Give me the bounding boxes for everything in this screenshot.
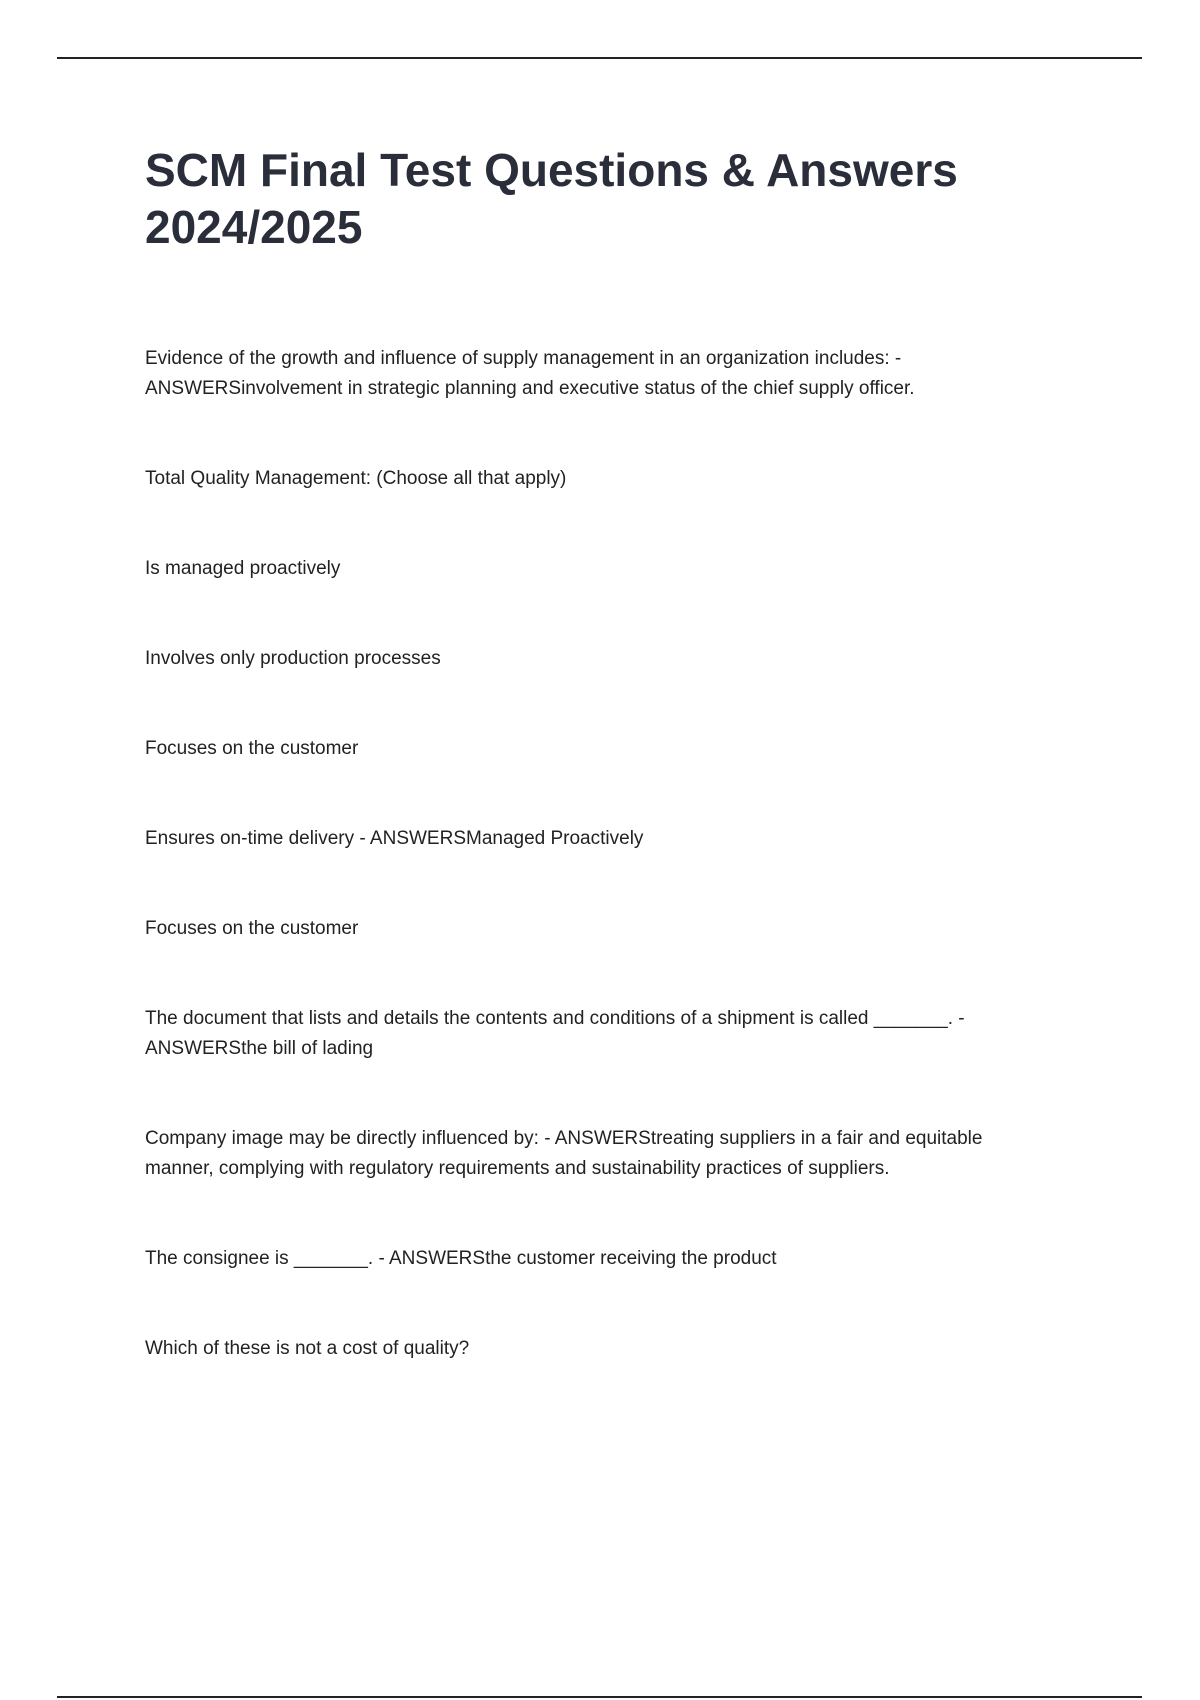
page-title: SCM Final Test Questions & Answers 2024/2025 bbox=[145, 144, 958, 253]
qa-paragraph-9: Company image may be directly influenced by: - ANSWERStreating suppliers in a fair and equitable manner, complying with regulatory requirements and sustainability practices of suppliers. bbox=[145, 1128, 983, 1179]
qa-paragraph-1: Evidence of the growth and influence of supply management in an organization includes: - ANSWERSinvolvement in strategic planning and executive status of the chief supply officer. bbox=[145, 348, 915, 399]
qa-paragraph-8: The document that lists and details the contents and conditions of a shipment is called _______. - ANSWERSthe bill of lading bbox=[145, 1008, 965, 1059]
qa-paragraph-6: Ensures on-time delivery - ANSWERSManaged Proactively bbox=[145, 828, 644, 849]
qa-paragraph-7: Focuses on the customer bbox=[145, 918, 359, 939]
qa-paragraph-11: Which of these is not a cost of quality? bbox=[145, 1338, 470, 1359]
document-body bbox=[145, 344, 1045, 1424]
qa-paragraph-4: Involves only production processes bbox=[145, 648, 441, 669]
qa-paragraph-10: The consignee is _______. - ANSWERSthe customer receiving the product bbox=[145, 1248, 777, 1269]
qa-paragraph-2: Total Quality Management: (Choose all that apply) bbox=[145, 468, 567, 489]
footer-rule bbox=[57, 1696, 1142, 1698]
qa-paragraph-5: Focuses on the customer bbox=[145, 738, 359, 759]
qa-paragraph-3: Is managed proactively bbox=[145, 558, 341, 579]
header-rule bbox=[57, 57, 1142, 59]
